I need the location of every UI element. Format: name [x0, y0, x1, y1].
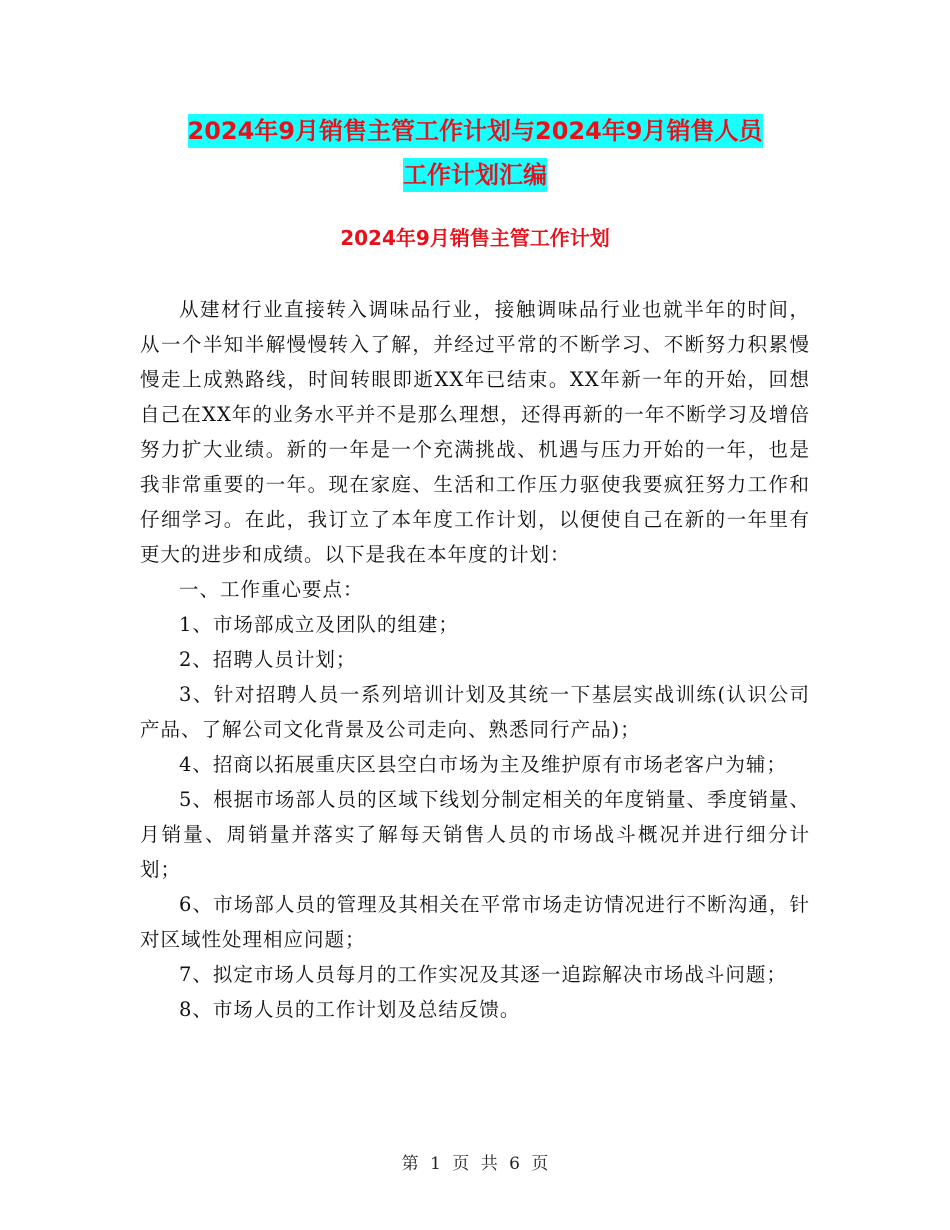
list-item: 8、市场人员的工作计划及总结反馈。	[179, 998, 521, 1021]
document-title-line-1	[0, 116, 950, 146]
list-item: 1、市场部成立及团队的组建；	[179, 613, 459, 636]
document-body	[140, 292, 810, 1027]
document-title-text-1: 2024年9月销售主管工作计划与2024年9月销售人员	[188, 114, 763, 148]
document-title-line-2	[0, 160, 950, 190]
paragraph-intro: 从建材行业直接转入调味品行业，接触调味品行业也就半年的时间，从一个半知半解慢慢转入了解，并经过平常的不断学习、不断努力积累慢慢走上成熟路线，时间转眼即逝XX年已结束。XX年新一年的开始，回想自己在XX年的业务水平并不是那么理想，还得再新的一年不断学习及增倍努力扩大业绩。新的一年是一个充满挑战、机遇与压力开始的一年，也是我非常重要的一年。现在家庭、生活和工作压力驱使我要疯狂努力工作和仔细学习。在此，我订立了本年度工作计划，以便使自己在新的一年里有更大的进步和成绩。以下是我在本年度的计划：	[140, 298, 810, 566]
list-item: 2、招聘人员计划；	[179, 648, 357, 671]
section-title: 2024年9月销售主管工作计划	[340, 226, 610, 250]
list-item: 7、拟定市场人员每月的工作实况及其逐一追踪解决市场战斗问题；	[179, 963, 787, 986]
list-item: 3、针对招聘人员一系列培训计划及其统一下基层实战训练(认识公司产品、了解公司文化背景及公司走向、熟悉同行产品)；	[140, 683, 810, 741]
list-item: 6、市场部人员的管理及其相关在平常市场走访情况进行不断沟通，针对区域性处理相应问题；	[140, 893, 810, 951]
list-item: 4、招商以拓展重庆区县空白市场为主及维护原有市场老客户为辅；	[179, 753, 787, 776]
paragraph-heading-1: 一、工作重心要点：	[179, 578, 364, 601]
page-footer: 第 1 页 共 6 页	[401, 1154, 549, 1174]
list-item: 5、根据市场部人员的区域下线划分制定相关的年度销量、季度销量、月销量、周销量并落实了解每天销售人员的市场战斗概况并进行细分计划；	[140, 788, 810, 881]
document-title-text-2: 工作计划汇编	[403, 158, 547, 192]
